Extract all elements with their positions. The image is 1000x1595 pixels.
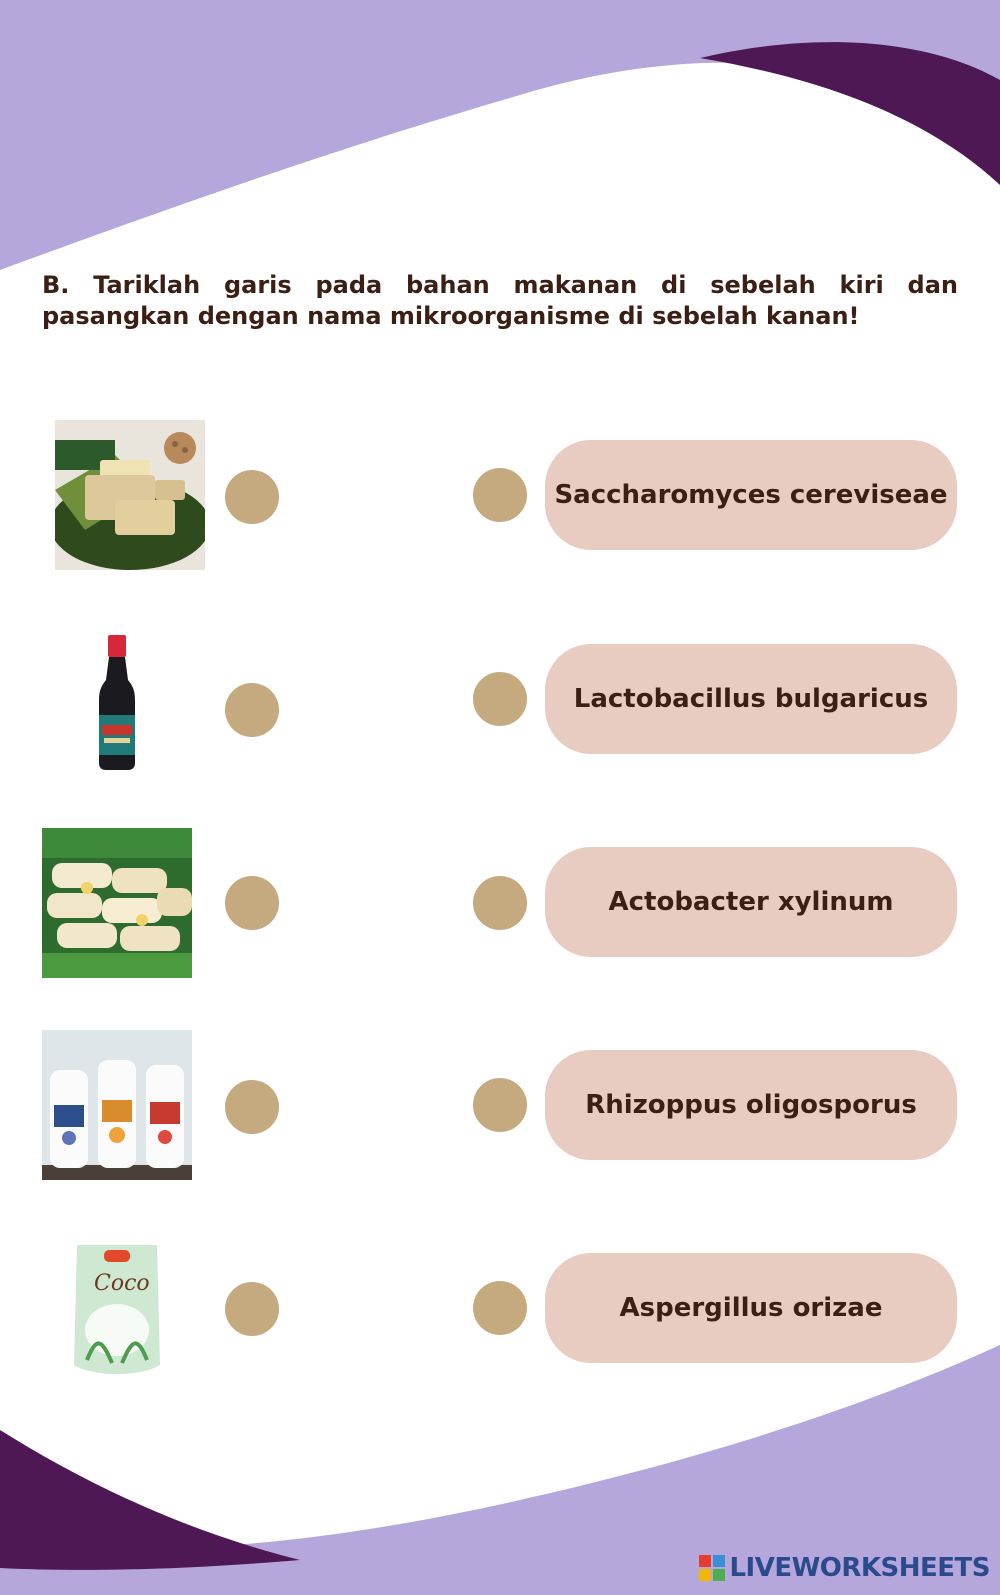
- soy-sauce-bottle-icon: [42, 625, 192, 775]
- tape-image: [42, 828, 192, 978]
- answer-label-1: Saccharomyces cereviseae: [545, 440, 957, 550]
- liveworksheets-logo-icon: [699, 1555, 725, 1581]
- liveworksheets-brand[interactable]: [699, 1553, 990, 1583]
- answer-label-3: Actobacter xylinum: [545, 847, 957, 957]
- food-dot-4[interactable]: [225, 1080, 279, 1134]
- fermented-cassava-icon: [42, 828, 192, 978]
- nata-de-coco-image: [42, 1235, 192, 1385]
- instruction-text: B. Tariklah garis pada bahan makanan di sebelah kiri dan pasangkan dengan nama mikroorganisme di sebelah kanan!: [42, 271, 958, 330]
- tempeh-image: [55, 420, 205, 570]
- answer-dot-5[interactable]: [473, 1281, 527, 1335]
- food-dot-1[interactable]: [225, 470, 279, 524]
- answer-label-4: Rhizoppus oligosporus: [545, 1050, 957, 1160]
- nata-de-coco-label: Coco: [94, 1271, 150, 1296]
- food-dot-5[interactable]: [225, 1282, 279, 1336]
- tempeh-icon: [55, 420, 205, 570]
- yogurt-bottles-icon: [42, 1030, 192, 1180]
- food-dot-2[interactable]: [225, 683, 279, 737]
- answer-dot-1[interactable]: [473, 468, 527, 522]
- brand-text: LIVEWORKSHEETS: [729, 1553, 990, 1583]
- answer-dot-3[interactable]: [473, 876, 527, 930]
- yogurt-image: [42, 1030, 192, 1180]
- answer-dot-4[interactable]: [473, 1078, 527, 1132]
- food-dot-3[interactable]: [225, 876, 279, 930]
- nata-de-coco-pack-icon: [42, 1235, 192, 1385]
- answer-label-2: Lactobacillus bulgaricus: [545, 644, 957, 754]
- answer-label-5: Aspergillus orizae: [545, 1253, 957, 1363]
- soy-sauce-image: [42, 625, 192, 775]
- answer-dot-2[interactable]: [473, 672, 527, 726]
